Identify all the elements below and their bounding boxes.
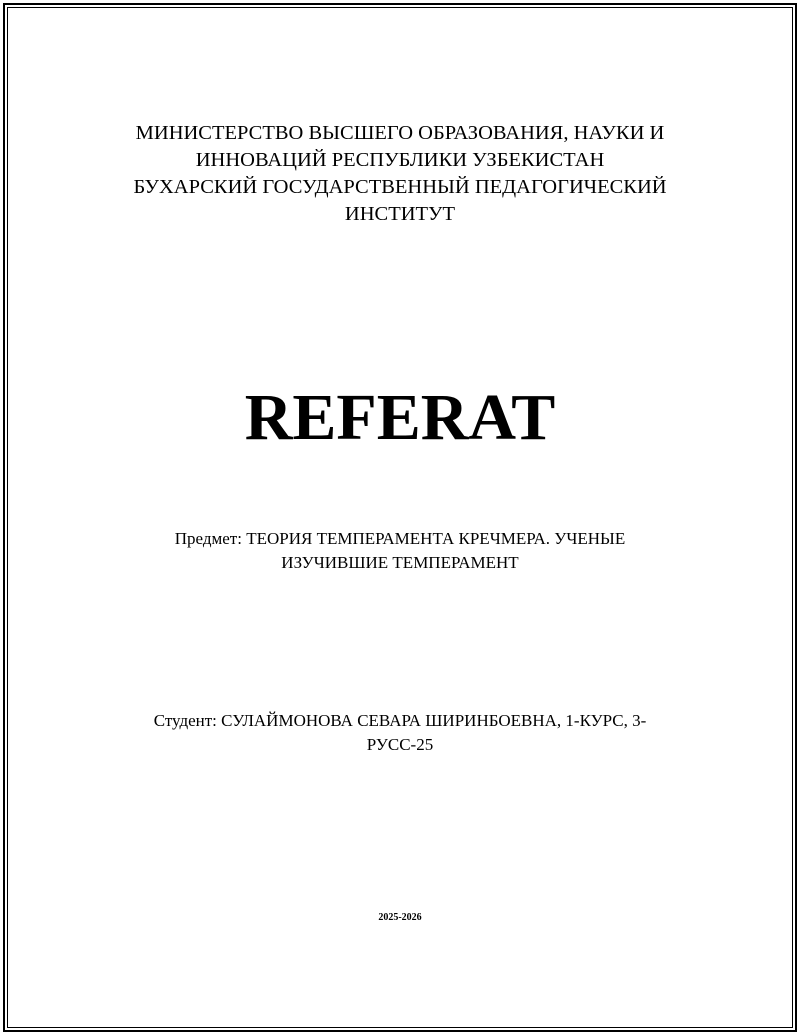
header-line: МИНИСТЕРСТВО ВЫСШЕГО ОБРАЗОВАНИЯ, НАУКИ И xyxy=(135,122,665,144)
subject-block xyxy=(100,527,700,575)
header-line: ИНСТИТУТ xyxy=(344,203,456,225)
student-line: Студент: СУЛАЙМОНОВА СЕВАРА ШИРИНБОЕВНА, 1-КУРС, 3- xyxy=(153,711,647,730)
institution-header xyxy=(100,120,700,228)
document-title: REFERAT xyxy=(244,381,556,454)
header-line: ИННОВАЦИЙ РЕСПУБЛИКИ УЗБЕКИСТАН xyxy=(195,149,605,171)
student-line: РУСС-25 xyxy=(366,735,434,754)
student-block xyxy=(100,709,700,757)
academic-year: 2025-2026 xyxy=(378,912,422,923)
subject-line: Предмет: ТЕОРИЯ ТЕМПЕРАМЕНТА КРЕЧМЕРА. УЧЕНЫЕ xyxy=(174,529,626,548)
header-line: БУХАРСКИЙ ГОСУДАРСТВЕННЫЙ ПЕДАГОГИЧЕСКИЙ xyxy=(133,176,667,198)
subject-line: ИЗУЧИВШИЕ ТЕМПЕРАМЕНТ xyxy=(281,553,519,572)
